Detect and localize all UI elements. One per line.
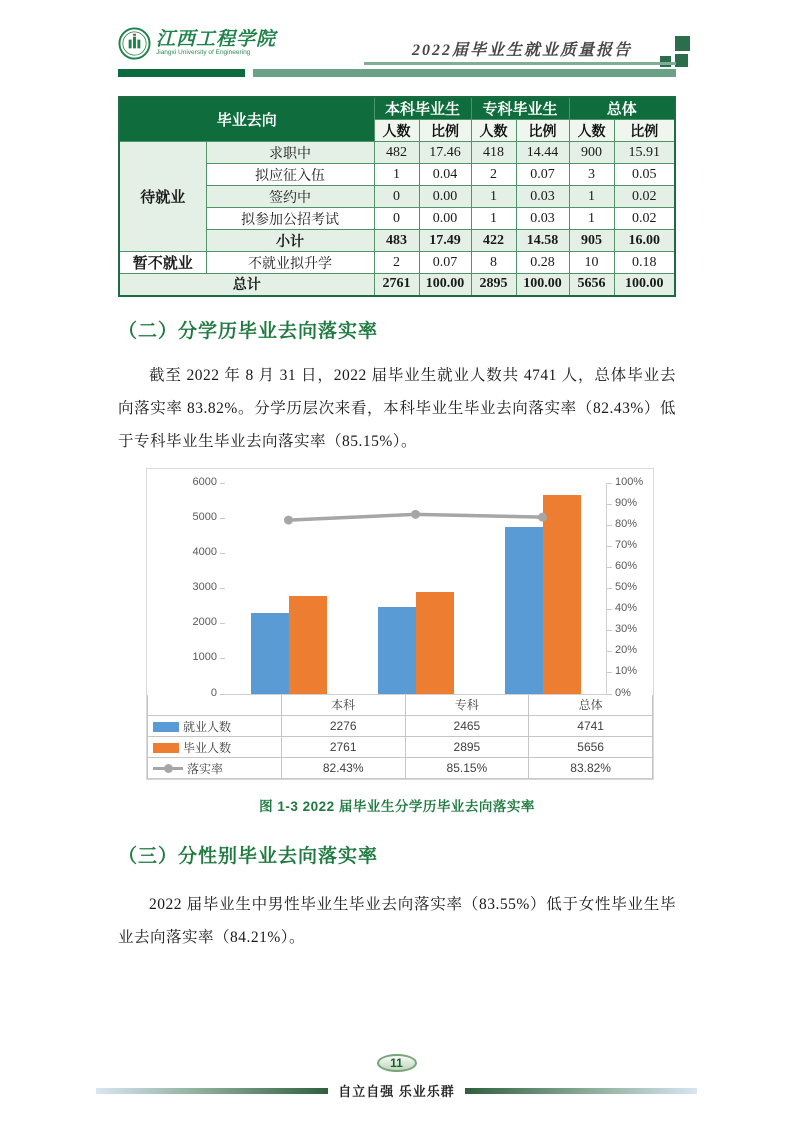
table-row: 签约中 0 0.00 1 0.03 1 0.02 bbox=[119, 186, 675, 208]
group-header-benke: 本科毕业生 bbox=[374, 97, 471, 120]
chart-category-row bbox=[148, 695, 653, 716]
section-3-paragraph: 2022 届毕业生中男性毕业生毕业去向落实率（83.55%）低于女性毕业生毕业去向落实率（84.21%）。 bbox=[118, 896, 676, 946]
header-rule bbox=[118, 67, 676, 79]
header-rule-thin bbox=[364, 62, 676, 65]
category-zhuanke: 专科 bbox=[405, 695, 529, 716]
footer-motto-row bbox=[0, 1081, 793, 1100]
subtotal-row: 小计 483 17.49 422 14.58 905 16.00 bbox=[119, 230, 675, 252]
graduates-series-swatch bbox=[153, 743, 179, 753]
table-header-row bbox=[119, 97, 675, 120]
employed-series-swatch bbox=[153, 722, 179, 732]
rate-series-swatch bbox=[153, 767, 183, 770]
corner-header: 毕业去向 bbox=[119, 97, 374, 142]
table-row: 拟参加公招考试 0 0.00 1 0.03 1 0.02 bbox=[119, 208, 675, 230]
page-content bbox=[118, 0, 676, 954]
row-group-pending: 待就业 bbox=[119, 142, 206, 252]
report-title: 2022届毕业生就业质量报告 bbox=[411, 42, 632, 59]
section-2-paragraph: 截至 2022 年 8 月 31 日，2022 届毕业生就业人数共 4741 人，总体毕业去向落实率 83.82%。分学历层次来看，本科毕业生毕业去向落实率（82.43%）低于专科毕业生毕业去向落实率（85.15%）。 bbox=[118, 366, 676, 450]
destination-summary-table bbox=[118, 96, 676, 297]
university-seal-icon bbox=[118, 27, 151, 60]
table-row: 暂不就业 不就业拟升学 2 0.07 8 0.28 10 0.18 bbox=[119, 252, 675, 274]
decor-square-icon bbox=[675, 36, 690, 51]
chart-bar bbox=[505, 527, 543, 694]
employment-chart bbox=[146, 468, 654, 781]
page-number-badge: 11 bbox=[377, 1054, 417, 1072]
footer-motto: 自立自强 乐业乐群 bbox=[338, 1084, 455, 1099]
figure-caption: 图 1-3 2022 届毕业生分学历毕业去向落实率 bbox=[259, 799, 535, 814]
university-name-cn: 江西工程学院 bbox=[156, 29, 277, 51]
chart-bar bbox=[416, 592, 454, 694]
footer-rule-right bbox=[465, 1088, 697, 1094]
university-name-en: Jiangxi University of Engineering bbox=[156, 49, 251, 57]
footer-rule-left bbox=[96, 1088, 328, 1094]
section-heading-2: （二）分学历毕业去向落实率 bbox=[118, 320, 379, 342]
chart-bar bbox=[543, 495, 581, 694]
chart-series-row: 毕业人数 2761 2895 5656 bbox=[148, 737, 653, 758]
chart-left-axis: 6000 5000 4000 3000 2000 1000 0 bbox=[147, 483, 225, 695]
chart-bar bbox=[289, 596, 327, 693]
group-header-zhuanke: 专科毕业生 bbox=[471, 97, 569, 120]
page-header bbox=[118, 27, 676, 65]
group-header-total: 总体 bbox=[569, 97, 675, 120]
chart-data-table bbox=[147, 695, 653, 780]
chart-series-row: 落实率 82.43% 85.15% 83.82% bbox=[148, 758, 653, 779]
table-row: 待就业 求职中 482 17.46 418 14.44 900 15.91 bbox=[119, 142, 675, 164]
table-subheader-row: 人数 比例 人数 比例 人数 比例 bbox=[119, 120, 675, 142]
table-row: 拟应征入伍 1 0.04 2 0.07 3 0.05 bbox=[119, 164, 675, 186]
header-rule-main bbox=[118, 69, 676, 77]
category-benke: 本科 bbox=[281, 695, 405, 716]
section-heading-3: （三）分性别毕业去向落实率 bbox=[118, 846, 379, 867]
chart-plot-area bbox=[225, 483, 607, 695]
category-total: 总体 bbox=[529, 695, 653, 716]
row-group-not-employed: 暂不就业 bbox=[119, 252, 206, 274]
decor-square-icon bbox=[675, 54, 688, 67]
chart-bar bbox=[251, 613, 289, 693]
chart-series-row: 就业人数 2276 2465 4741 bbox=[148, 716, 653, 737]
total-row: 总计 2761 100.00 2895 100.00 5656 100.00 bbox=[119, 274, 675, 296]
chart-bar bbox=[378, 607, 416, 694]
page-footer bbox=[0, 1054, 793, 1100]
chart-right-axis: 100% 90% 80% 70% 60% 50% 40% 30% 20% 10% 0% bbox=[607, 483, 653, 695]
